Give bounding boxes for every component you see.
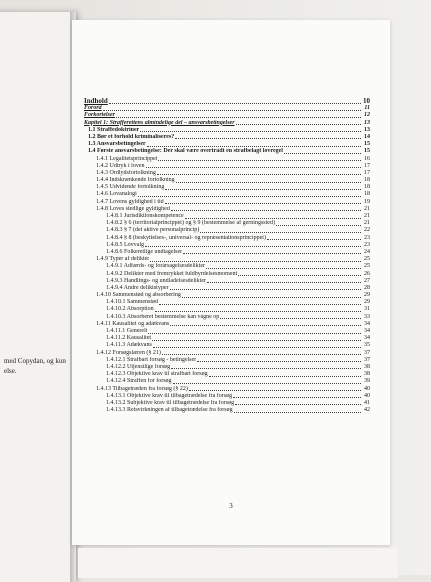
toc-entry <box>84 112 370 119</box>
toc-entry-title: 1.4.11.3 Adækvans <box>106 342 152 349</box>
toc-entry <box>84 378 370 385</box>
toc-entry-page: 33 <box>364 313 370 320</box>
toc-entry-page: 37 <box>364 356 370 363</box>
toc-entry-page: 13 <box>364 119 370 126</box>
toc-entry-page: 18 <box>364 191 370 198</box>
toc-entry-title: 1.4.10.2 Absorption <box>106 306 154 313</box>
left-page <box>0 12 76 582</box>
toc-entry-page: 17 <box>364 169 370 176</box>
toc-entry <box>84 170 370 177</box>
toc-entry-title: 1.4.10 Sammenstød og absorbering <box>96 292 181 299</box>
toc-leader-dots <box>171 368 361 369</box>
toc-leader-dots <box>148 333 361 334</box>
toc-entry-page: 27 <box>364 277 370 284</box>
toc-entry-title: 1.4.1 Legalitetsprincippet <box>96 155 158 162</box>
toc-entry <box>84 234 370 241</box>
toc-entry <box>84 96 370 105</box>
toc-entry <box>84 155 370 162</box>
toc-entry-title: 1.4.13.2 Subjektive krav til tilbagetrædelse fra forsøg <box>106 399 235 406</box>
toc-entry <box>84 242 370 249</box>
toc-entry <box>84 127 370 134</box>
toc-leader-dots <box>206 268 361 269</box>
toc-entry <box>84 385 370 392</box>
toc-entry-title: 1.1 Straffedoktriner <box>88 126 140 133</box>
toc-entry-title: 1.4.11.1 Generelt <box>106 328 148 334</box>
toc-leader-dots <box>236 124 361 125</box>
toc-leader-dots <box>284 153 361 154</box>
toc-entry <box>84 163 370 170</box>
toc-entry <box>84 206 370 213</box>
toc-entry-title: Forord <box>84 105 102 112</box>
toc-entry <box>84 371 370 378</box>
toc-entry-page: 38 <box>364 363 370 370</box>
toc-entry <box>84 335 370 342</box>
toc-entry-page: 31 <box>364 306 370 313</box>
toc-entry-page: 12 <box>364 112 370 119</box>
left-page-line: med Copydan, og kun <box>4 357 66 365</box>
toc-leader-dots <box>209 376 361 377</box>
toc-leader-dots <box>183 253 361 254</box>
toc-entry-title: 1.4.8.5 Lovvalg <box>106 241 144 248</box>
toc-entry-page: 34 <box>364 335 370 342</box>
toc-entry-page: 35 <box>364 342 370 349</box>
left-page-line: else. <box>4 367 17 375</box>
toc-entry-title: 1.4.10.1 Sammenstød <box>106 299 158 306</box>
toc-leader-dots <box>220 318 361 319</box>
toc-entry <box>84 342 370 349</box>
toc-entry <box>84 148 370 155</box>
toc-leader-dots <box>165 189 361 190</box>
toc-leader-dots <box>103 110 361 111</box>
page-number: 3 <box>229 502 233 510</box>
toc-entry-page: 19 <box>364 198 370 205</box>
toc-entry-page: 23 <box>364 241 370 248</box>
toc-entry-page: 17 <box>364 162 370 169</box>
toc-entry-title: 1.2 Bør et forhold kriminaliseres? <box>88 133 175 140</box>
toc-entry <box>84 313 370 320</box>
toc-entry-page: 25 <box>364 263 370 270</box>
toc-entry-page: 18 <box>364 184 370 191</box>
toc-entry-title: 1.4.4 Indskrænkende fortolkning <box>96 177 175 184</box>
toc-entry-page: 29 <box>364 299 370 306</box>
toc-entry-title: 1.4.8.1 Jurisdiktionskompetence <box>106 213 184 219</box>
toc-entry-title: 1.4.9.1 Adfærds- og forårsagelsesdelikter <box>106 263 205 270</box>
toc-entry-page: 11 <box>364 105 370 112</box>
toc-entry-page: 15 <box>364 148 370 155</box>
toc-entry-title: 1.4.6 Lovanalogi <box>96 191 137 198</box>
toc-entry-page: 26 <box>364 270 370 277</box>
toc-entry-title: 1.4.12.2 Utjenstlige forsøg <box>106 363 171 370</box>
toc-entry <box>84 328 370 335</box>
toc-entry-page: 34 <box>364 320 370 327</box>
toc-entry-page: 21 <box>364 213 370 219</box>
toc-entry-title: 1.4 Første ansvarsbetingelse: Der skal være overtrådt en strafbelagt lovregel <box>88 148 283 155</box>
toc-entry-page: 23 <box>364 234 370 241</box>
toc-leader-dots <box>176 182 361 183</box>
toc-leader-dots <box>233 397 361 398</box>
toc-entry-page: 25 <box>364 256 370 263</box>
bottom-paper <box>78 548 398 578</box>
toc-entry <box>84 191 370 198</box>
toc-leader-dots <box>146 167 362 168</box>
toc-entry-title: 1.4.9.3 Handlings- og undladelsesdelikter <box>106 277 206 284</box>
toc-entry-page: 29 <box>364 292 370 299</box>
toc-leader-dots <box>165 203 361 204</box>
toc-leader-dots <box>170 325 361 326</box>
right-page <box>72 20 390 545</box>
toc-entry-page: 37 <box>364 349 370 356</box>
toc-entry <box>84 400 370 407</box>
toc-leader-dots <box>171 210 361 211</box>
toc-entry <box>84 349 370 356</box>
toc-leader-dots <box>170 289 362 290</box>
toc-entry <box>84 321 370 328</box>
toc-entry-page: 21 <box>364 205 370 212</box>
toc-entry-title: 1.4.2 Udtryk i loven <box>96 162 145 169</box>
toc-entry-page: 14 <box>364 133 370 140</box>
toc-entry-page: 34 <box>364 328 370 334</box>
toc-entry-title: 1.4.9 Typer af delikter <box>96 256 150 263</box>
toc-entry <box>84 220 370 227</box>
toc-entry <box>84 393 370 400</box>
toc-entry-page: 15 <box>364 141 370 148</box>
toc-entry-title: 1.4.12.3 Objektive krav til strafbart forsøg <box>106 371 208 378</box>
toc-leader-dots <box>234 412 361 413</box>
toc-leader-dots <box>152 340 361 341</box>
toc-entry <box>84 141 370 148</box>
toc-entry <box>84 184 370 191</box>
toc-entry <box>84 357 370 364</box>
toc-leader-dots <box>276 225 361 226</box>
toc-leader-dots <box>162 354 361 355</box>
toc-entry-title: 1.4.7 Lovens gyldighed i tid <box>96 198 164 205</box>
toc-entry <box>84 306 370 313</box>
toc-entry-title: 1.4.5 Udvidende fortolkning <box>96 184 165 191</box>
toc-leader-dots <box>157 174 361 175</box>
toc-entry-title: 1.4.9.4 Andre deliktstyper <box>106 284 169 291</box>
toc-entry-title: 1.4.13 Tilbagetræden fra forsøg (§ 22) <box>96 385 188 392</box>
toc-entry-title: 1.4.13.3 Retsvirkningen af tilbagetrædelse fra forsøg <box>106 407 233 414</box>
toc-entry-page: 21 <box>364 220 370 227</box>
toc-entry-title: 1.4.8.2 § 6 (territorialprincippet) og § 9 (bestemmelse af gerningssted) <box>106 220 275 227</box>
toc-leader-dots <box>207 282 361 283</box>
toc-leader-dots <box>147 146 361 147</box>
toc-entry-page: 22 <box>364 227 370 234</box>
toc-leader-dots <box>158 160 361 161</box>
toc-entry <box>84 198 370 205</box>
toc-leader-dots <box>185 218 361 219</box>
toc-leader-dots <box>200 232 361 233</box>
toc-entry-page: 39 <box>364 378 370 385</box>
toc-leader-dots <box>155 311 361 312</box>
toc-entry <box>84 278 370 285</box>
toc-entry <box>84 177 370 184</box>
toc-entry <box>84 105 370 112</box>
toc-entry-title: 1.4.11.2 Kausalitet <box>106 335 152 342</box>
toc-entry-title: Kapitel 1: Strafferettens almindelige del – ansvarsbetingelser <box>84 119 235 126</box>
toc-entry-page: 42 <box>364 407 370 414</box>
toc-leader-dots <box>235 404 361 405</box>
toc-entry <box>84 364 370 371</box>
toc-leader-dots <box>175 138 361 139</box>
toc-entry-page: 40 <box>364 392 370 399</box>
toc-entry-page: 24 <box>364 248 370 255</box>
toc-leader-dots <box>153 347 361 348</box>
toc-entry <box>84 119 370 126</box>
table-of-contents <box>84 96 370 414</box>
toc-entry <box>84 263 370 270</box>
toc-entry-title: 1.4.8.4 § 8 (beskyttelses-, universal- og repræsentationsprincippet) <box>106 234 266 241</box>
toc-entry <box>84 285 370 292</box>
toc-entry <box>84 213 370 220</box>
toc-entry-title: 1.4.12.1 Strafbart forsøg - betingelser <box>106 356 197 363</box>
toc-leader-dots <box>109 103 361 104</box>
toc-leader-dots <box>116 117 361 118</box>
toc-entry-page: 28 <box>364 284 370 291</box>
toc-leader-dots <box>150 261 361 262</box>
toc-entry-page: 13 <box>364 126 370 133</box>
toc-entry-title: 1.4.8.6 Folkeretlige undtagelser <box>106 248 183 255</box>
left-page-text <box>4 356 66 376</box>
toc-entry-title: Forkortelser <box>84 112 116 119</box>
toc-entry-page: 16 <box>364 155 370 162</box>
toc-entry <box>84 256 370 263</box>
toc-entry-title: 1.4.12 Forsøgslæren (§ 21) <box>96 349 161 356</box>
toc-leader-dots <box>173 383 361 384</box>
toc-entry <box>84 249 370 256</box>
toc-entry <box>84 270 370 277</box>
toc-entry-title: 1.4.9.2 Delikter med fremrykket fuldbyrdelsesmoment <box>106 270 238 277</box>
toc-entry <box>84 292 370 299</box>
toc-entry-page: 40 <box>364 385 370 392</box>
toc-entry-title: 1.4.8 Loves stedlige gyldighed <box>96 205 170 212</box>
toc-entry-title: 1.4.11 Kausalitet og adækvans <box>96 320 170 327</box>
toc-entry-title: 1.4.3 Ordlydsfortolkning <box>96 169 156 176</box>
toc-entry-title: 1.4.13.1 Objektive krav til tilbagetrædelse fra forsøg <box>106 392 233 399</box>
toc-leader-dots <box>267 239 361 240</box>
toc-leader-dots <box>197 361 361 362</box>
toc-entry-title: 1.4.8.3 § 7 (det aktive personalprincip) <box>106 227 200 234</box>
toc-entry-page: 10 <box>363 97 370 105</box>
toc-entry-page: 41 <box>364 399 370 406</box>
toc-leader-dots <box>140 131 361 132</box>
toc-entry <box>84 227 370 234</box>
toc-entry <box>84 407 370 414</box>
toc-leader-dots <box>145 246 361 247</box>
toc-leader-dots <box>238 275 361 276</box>
toc-leader-dots <box>159 304 361 305</box>
toc-entry-title: 1.3 Ansvarsbetingelser <box>88 141 146 148</box>
toc-entry <box>84 134 370 141</box>
toc-leader-dots <box>138 196 361 197</box>
toc-entry-title: 1.4.12.4 Straffen for forsøg <box>106 378 172 385</box>
toc-entry-page: 38 <box>364 371 370 378</box>
toc-entry-title: Indhold <box>84 98 108 105</box>
toc-entry-title: 1.4.10.3 Absorberet bestemmelse kan vågne op <box>106 313 220 320</box>
toc-leader-dots <box>182 297 361 298</box>
toc-leader-dots <box>189 390 361 391</box>
toc-entry <box>84 299 370 306</box>
toc-entry-page: 18 <box>364 177 370 184</box>
